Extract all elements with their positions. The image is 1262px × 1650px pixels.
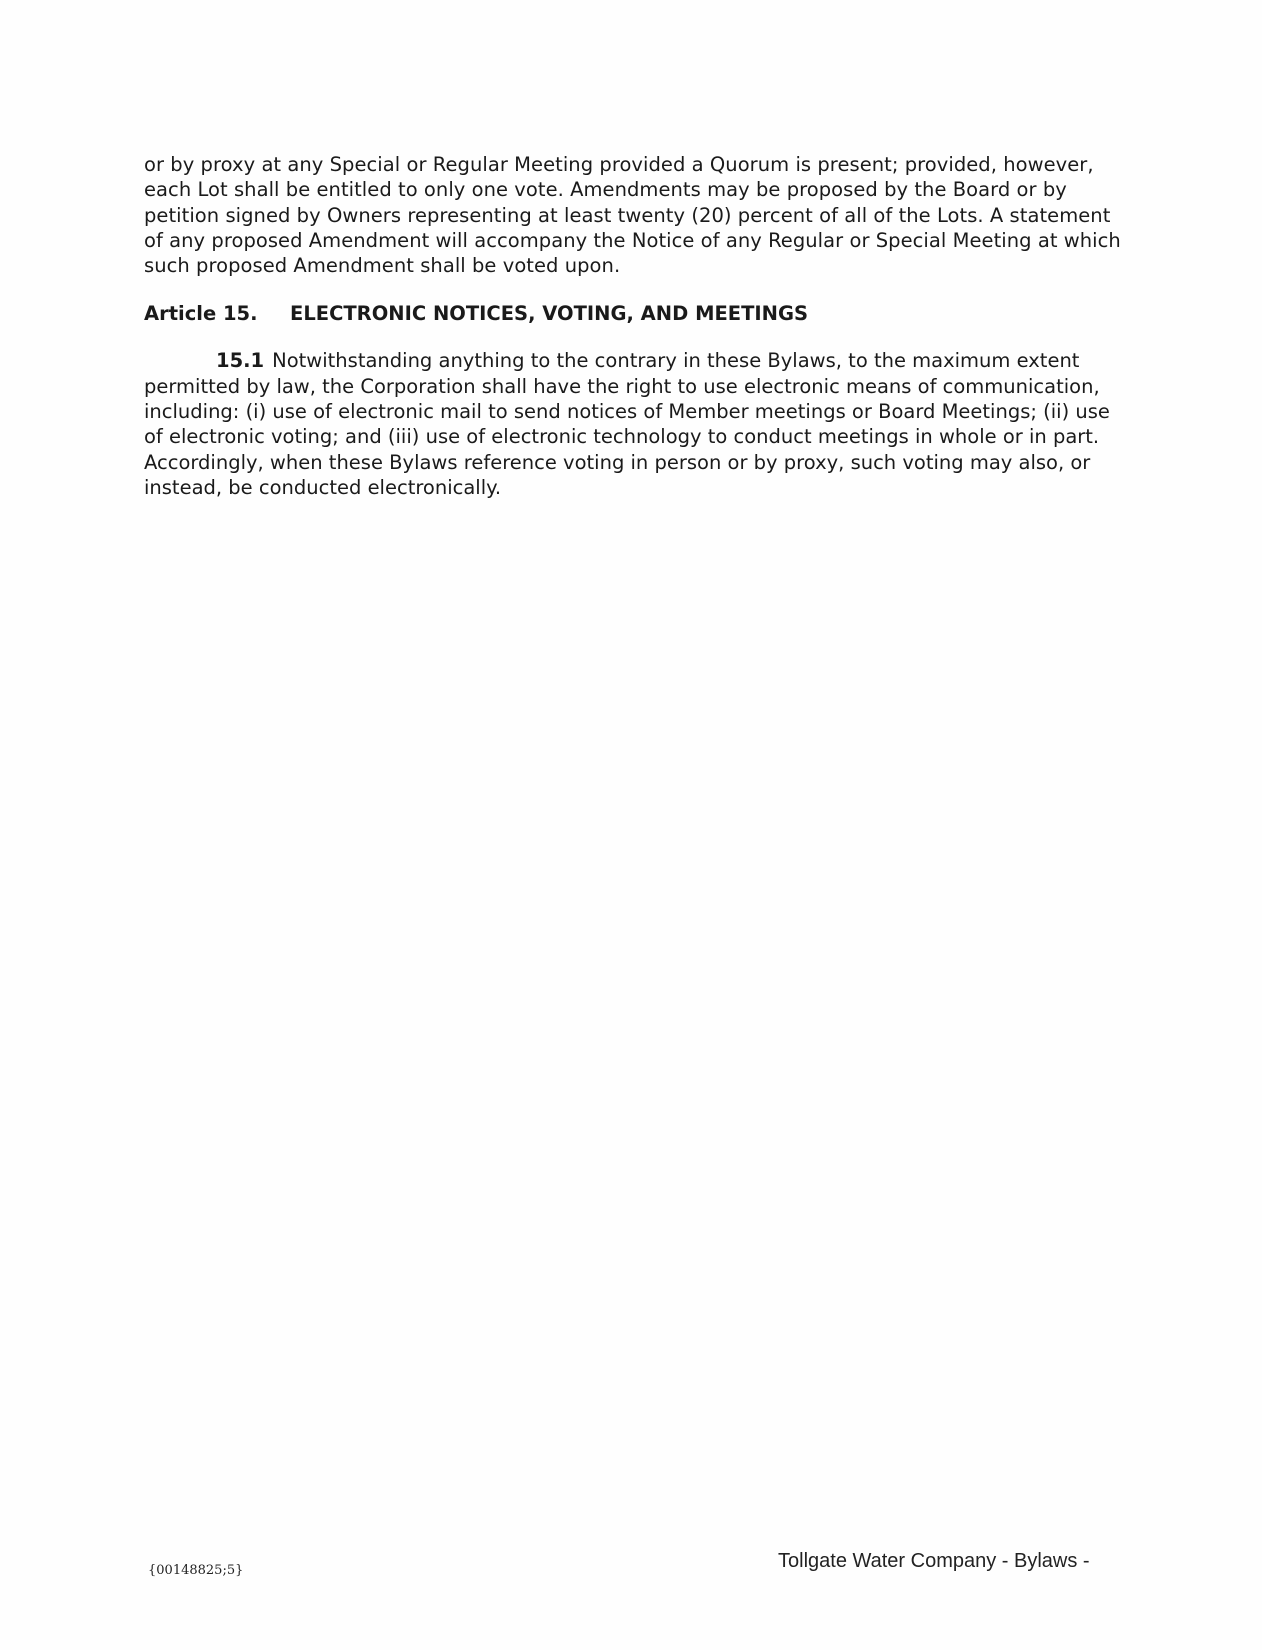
article-heading <box>144 301 1130 326</box>
footer-document-id: {00148825;5} <box>148 1563 244 1578</box>
article-number: Article 15. <box>144 302 258 326</box>
section-number: 15.1 <box>216 349 265 373</box>
article-title: ELECTRONIC NOTICES, VOTING, AND MEETINGS <box>290 302 809 326</box>
continuation-paragraph: or by proxy at any Special or Regular Meeting provided a Quorum is present; provided, however, each Lot shall be entitled to only one vote. Amendments may be proposed by the Board or by petition signed by Owners representing at least twenty (20) percent of all of the Lots. A statement of any proposed Amendment will accompany the Notice of any Regular or Special Meeting at which such proposed Amendment shall be voted upon. <box>144 153 1121 278</box>
section-text: Notwithstanding anything to the contrary in these Bylaws, to the maximum extent permitted by law, the Corporation shall have the right to use electronic means of communication, including: (i) use of electronic mail to send notices of Member meetings or Board Meetings; (ii) use of electronic voting; and (iii) use of electronic technology to conduct meetings in whole or in part. Accordingly, when these Bylaws reference voting in person or by proxy, such voting may also, or instead, be conducted electronically. <box>144 349 1110 499</box>
document-body <box>144 152 1130 520</box>
footer-title: Tollgate Water Company - Bylaws - <box>778 1550 1090 1572</box>
section-paragraph <box>144 348 1130 500</box>
